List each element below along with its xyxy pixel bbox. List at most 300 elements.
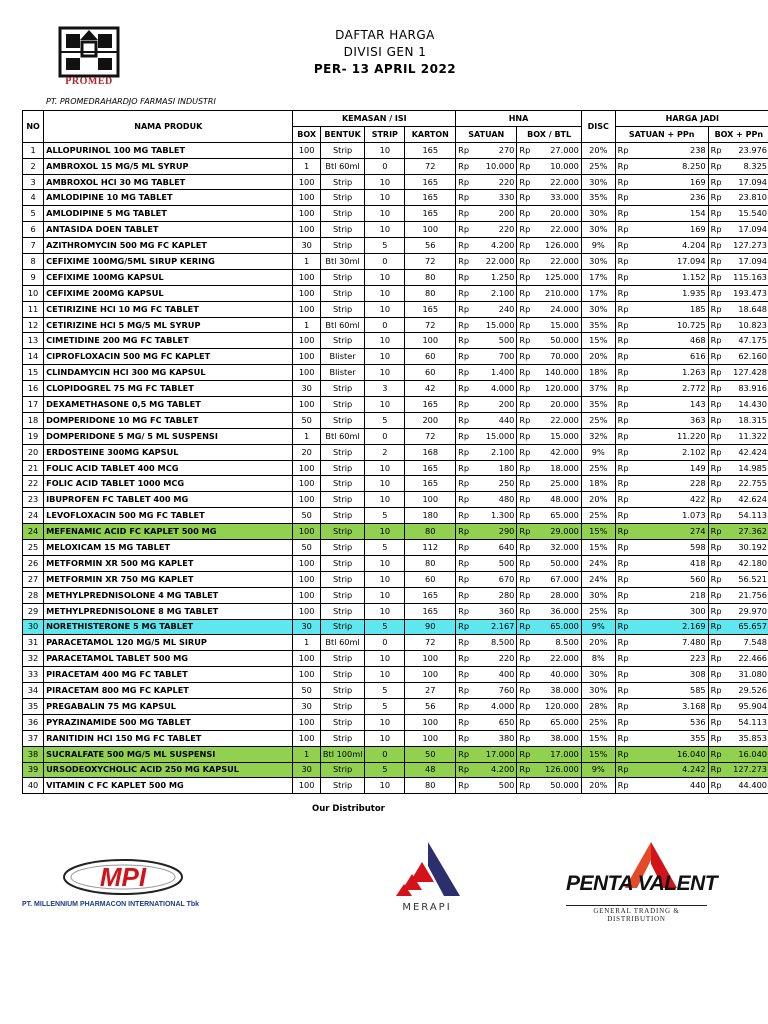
hna-box: 22.000 (536, 174, 581, 190)
currency: Rp (615, 301, 634, 317)
product-name: CEFIXIME 100MG KAPSUL (44, 269, 293, 285)
karton-qty: 165 (405, 142, 456, 158)
product-name: AZITHROMYCIN 500 MG FC KAPLET (44, 238, 293, 254)
date-title: PER- 13 APRIL 2022 (313, 62, 457, 76)
karton-qty: 60 (405, 571, 456, 587)
bentuk: Strip (320, 142, 364, 158)
karton-qty: 80 (405, 285, 456, 301)
product-name: METHYLPREDNISOLONE 8 MG TABLET (44, 603, 293, 619)
table-row (23, 317, 768, 333)
currency: Rp (517, 317, 536, 333)
currency: Rp (708, 333, 727, 349)
karton-qty: 100 (405, 730, 456, 746)
harga-satuan-ppn: 616 (634, 349, 708, 365)
hna-box: 15.000 (536, 317, 581, 333)
row-no: 22 (23, 476, 44, 492)
promed-logo-text: PROMED (65, 76, 113, 87)
currency: Rp (708, 730, 727, 746)
strip-qty: 0 (365, 254, 405, 270)
currency: Rp (615, 254, 634, 270)
currency: Rp (517, 174, 536, 190)
harga-satuan-ppn: 1.263 (634, 365, 708, 381)
harga-box-ppn: 30.192 (727, 540, 768, 556)
bentuk: Strip (320, 269, 364, 285)
discount: 9% (581, 619, 615, 635)
hna-box: 28.000 (536, 587, 581, 603)
currency: Rp (456, 190, 475, 206)
hna-satuan: 17.000 (475, 746, 517, 762)
table-row (23, 619, 768, 635)
karton-qty: 60 (405, 349, 456, 365)
row-no: 36 (23, 714, 44, 730)
row-no: 35 (23, 698, 44, 714)
currency: Rp (456, 683, 475, 699)
currency: Rp (615, 349, 634, 365)
currency: Rp (517, 683, 536, 699)
strip-qty: 10 (365, 460, 405, 476)
product-name: FOLIC ACID TABLET 1000 MCG (44, 476, 293, 492)
strip-qty: 10 (365, 269, 405, 285)
bentuk: Blister (320, 365, 364, 381)
row-no: 30 (23, 619, 44, 635)
discount: 30% (581, 683, 615, 699)
harga-box-ppn: 54.113 (727, 508, 768, 524)
karton-qty: 80 (405, 524, 456, 540)
harga-satuan-ppn: 363 (634, 412, 708, 428)
table-row (23, 730, 768, 746)
hna-box: 32.000 (536, 540, 581, 556)
harga-box-ppn: 14.985 (727, 460, 768, 476)
table-row (23, 778, 768, 794)
table-row (23, 333, 768, 349)
strip-qty: 5 (365, 540, 405, 556)
box-qty: 1 (293, 254, 320, 270)
karton-qty: 72 (405, 635, 456, 651)
row-no: 27 (23, 571, 44, 587)
box-qty: 1 (293, 635, 320, 651)
bentuk: Strip (320, 714, 364, 730)
box-qty: 100 (293, 571, 320, 587)
strip-qty: 10 (365, 603, 405, 619)
table-row (23, 428, 768, 444)
strip-qty: 10 (365, 524, 405, 540)
row-no: 3 (23, 174, 44, 190)
currency: Rp (517, 285, 536, 301)
discount: 35% (581, 190, 615, 206)
col-strip: STRIP (365, 126, 405, 142)
hna-box: 125.000 (536, 269, 581, 285)
currency: Rp (708, 746, 727, 762)
harga-box-ppn: 193.473 (727, 285, 768, 301)
row-no: 34 (23, 683, 44, 699)
bentuk: Strip (320, 238, 364, 254)
strip-qty: 10 (365, 476, 405, 492)
discount: 20% (581, 349, 615, 365)
row-no: 10 (23, 285, 44, 301)
product-name: PYRAZINAMIDE 500 MG TABLET (44, 714, 293, 730)
col-no: NO (23, 111, 44, 143)
harga-box-ppn: 42.624 (727, 492, 768, 508)
currency: Rp (517, 540, 536, 556)
product-name: CETIRIZINE HCl 5 MG/5 ML SYRUP (44, 317, 293, 333)
table-row (23, 508, 768, 524)
currency: Rp (615, 285, 634, 301)
hna-satuan: 380 (475, 730, 517, 746)
row-no: 16 (23, 381, 44, 397)
currency: Rp (615, 158, 634, 174)
strip-qty: 10 (365, 492, 405, 508)
strip-qty: 5 (365, 619, 405, 635)
currency: Rp (456, 397, 475, 413)
hna-satuan: 4.200 (475, 238, 517, 254)
row-no: 11 (23, 301, 44, 317)
currency: Rp (708, 651, 727, 667)
currency: Rp (615, 365, 634, 381)
bentuk: Strip (320, 667, 364, 683)
currency: Rp (517, 238, 536, 254)
hna-box: 126.000 (536, 238, 581, 254)
pentavalent-name: PENTA VALENT (566, 872, 718, 895)
hna-box: 33.000 (536, 190, 581, 206)
harga-box-ppn: 29.526 (727, 683, 768, 699)
table-row (23, 746, 768, 762)
karton-qty: 100 (405, 333, 456, 349)
strip-qty: 10 (365, 301, 405, 317)
currency: Rp (615, 571, 634, 587)
karton-qty: 80 (405, 778, 456, 794)
table-row (23, 476, 768, 492)
bentuk: Strip (320, 460, 364, 476)
harga-satuan-ppn: 440 (634, 778, 708, 794)
discount: 25% (581, 714, 615, 730)
bentuk: Strip (320, 698, 364, 714)
col-kemasan: KEMASAN / ISI (293, 111, 456, 127)
box-qty: 100 (293, 476, 320, 492)
currency: Rp (456, 587, 475, 603)
bentuk: Strip (320, 524, 364, 540)
currency: Rp (708, 206, 727, 222)
discount: 25% (581, 412, 615, 428)
karton-qty: 165 (405, 397, 456, 413)
strip-qty: 10 (365, 587, 405, 603)
currency: Rp (517, 698, 536, 714)
harga-box-ppn: 115.163 (727, 269, 768, 285)
karton-qty: 165 (405, 301, 456, 317)
table-row (23, 651, 768, 667)
row-no: 33 (23, 667, 44, 683)
currency: Rp (615, 524, 634, 540)
bentuk: Strip (320, 603, 364, 619)
row-no: 12 (23, 317, 44, 333)
currency: Rp (517, 365, 536, 381)
currency: Rp (456, 746, 475, 762)
currency: Rp (456, 571, 475, 587)
strip-qty: 10 (365, 555, 405, 571)
mpi-logo-text: MPI (99, 862, 147, 892)
table-row (23, 238, 768, 254)
harga-box-ppn: 54.113 (727, 714, 768, 730)
hna-box: 27.000 (536, 142, 581, 158)
currency: Rp (708, 381, 727, 397)
currency: Rp (517, 730, 536, 746)
harga-satuan-ppn: 185 (634, 301, 708, 317)
harga-satuan-ppn: 16.040 (634, 746, 708, 762)
karton-qty: 60 (405, 365, 456, 381)
karton-qty: 100 (405, 714, 456, 730)
bentuk: Btl 100ml (320, 746, 364, 762)
harga-box-ppn: 35.853 (727, 730, 768, 746)
currency: Rp (456, 619, 475, 635)
currency: Rp (615, 603, 634, 619)
table-row (23, 397, 768, 413)
bentuk: Strip (320, 476, 364, 492)
hna-satuan: 15.000 (475, 317, 517, 333)
row-no: 4 (23, 190, 44, 206)
currency: Rp (517, 460, 536, 476)
karton-qty: 200 (405, 412, 456, 428)
product-name: DEXAMETHASONE 0,5 MG TABLET (44, 397, 293, 413)
table-row (23, 190, 768, 206)
harga-box-ppn: 83.916 (727, 381, 768, 397)
currency: Rp (456, 301, 475, 317)
discount: 35% (581, 397, 615, 413)
row-no: 24 (23, 524, 44, 540)
distributor-label: Our Distributor (312, 804, 385, 814)
box-qty: 1 (293, 746, 320, 762)
currency: Rp (615, 683, 634, 699)
currency: Rp (517, 444, 536, 460)
hna-box: 38.000 (536, 683, 581, 699)
currency: Rp (517, 524, 536, 540)
currency: Rp (517, 397, 536, 413)
row-no: 7 (23, 238, 44, 254)
row-no: 21 (23, 460, 44, 476)
product-name: AMBROXOL 15 MG/5 ML SYRUP (44, 158, 293, 174)
strip-qty: 5 (365, 683, 405, 699)
karton-qty: 56 (405, 698, 456, 714)
discount: 15% (581, 333, 615, 349)
karton-qty: 100 (405, 222, 456, 238)
table-row (23, 667, 768, 683)
harga-satuan-ppn: 17.094 (634, 254, 708, 270)
bentuk: Strip (320, 492, 364, 508)
product-name: PARACETAMOL 120 MG/5 ML SIRUP (44, 635, 293, 651)
strip-qty: 10 (365, 142, 405, 158)
currency: Rp (456, 460, 475, 476)
discount: 9% (581, 444, 615, 460)
col-satuan: SATUAN (456, 126, 517, 142)
product-name: RANITIDIN HCl 150 MG FC TABLET (44, 730, 293, 746)
hna-box: 210.000 (536, 285, 581, 301)
karton-qty: 165 (405, 174, 456, 190)
strip-qty: 10 (365, 349, 405, 365)
hna-satuan: 1.250 (475, 269, 517, 285)
bentuk: Btl 60ml (320, 635, 364, 651)
hna-box: 15.000 (536, 428, 581, 444)
hna-satuan: 1.300 (475, 508, 517, 524)
currency: Rp (708, 603, 727, 619)
currency: Rp (517, 333, 536, 349)
bentuk: Strip (320, 444, 364, 460)
currency: Rp (615, 222, 634, 238)
discount: 18% (581, 365, 615, 381)
row-no: 6 (23, 222, 44, 238)
harga-satuan-ppn: 143 (634, 397, 708, 413)
currency: Rp (708, 365, 727, 381)
hna-box: 126.000 (536, 762, 581, 778)
hna-satuan: 10.000 (475, 158, 517, 174)
harga-satuan-ppn: 308 (634, 667, 708, 683)
karton-qty: 72 (405, 428, 456, 444)
col-karton: KARTON (405, 126, 456, 142)
currency: Rp (615, 333, 634, 349)
hna-box: 65.000 (536, 508, 581, 524)
currency: Rp (456, 555, 475, 571)
currency: Rp (708, 142, 727, 158)
hna-box: 25.000 (536, 476, 581, 492)
bentuk: Strip (320, 301, 364, 317)
currency: Rp (517, 762, 536, 778)
bentuk: Strip (320, 555, 364, 571)
currency: Rp (456, 269, 475, 285)
karton-qty: 42 (405, 381, 456, 397)
table-row (23, 571, 768, 587)
product-name: CEFIXIME 200MG KAPSUL (44, 285, 293, 301)
hna-box: 38.000 (536, 730, 581, 746)
product-name: PREGABALIN 75 MG KAPSUL (44, 698, 293, 714)
discount: 35% (581, 317, 615, 333)
product-name: LEVOFLOXACIN 500 MG FC TABLET (44, 508, 293, 524)
table-row (23, 301, 768, 317)
hna-satuan: 2.100 (475, 285, 517, 301)
bentuk: Strip (320, 651, 364, 667)
karton-qty: 100 (405, 651, 456, 667)
hna-satuan: 640 (475, 540, 517, 556)
product-name: CETIRIZINE HCl 10 MG FC TABLET (44, 301, 293, 317)
discount: 15% (581, 540, 615, 556)
table-row (23, 285, 768, 301)
col-harga-jadi: HARGA JADI (615, 111, 768, 127)
karton-qty: 165 (405, 603, 456, 619)
karton-qty: 165 (405, 460, 456, 476)
currency: Rp (456, 412, 475, 428)
bentuk: Strip (320, 778, 364, 794)
currency: Rp (615, 397, 634, 413)
box-qty: 30 (293, 698, 320, 714)
box-qty: 30 (293, 619, 320, 635)
hna-satuan: 1.400 (475, 365, 517, 381)
hna-satuan: 500 (475, 555, 517, 571)
currency: Rp (708, 762, 727, 778)
hna-satuan: 200 (475, 397, 517, 413)
currency: Rp (517, 412, 536, 428)
karton-qty: 90 (405, 619, 456, 635)
table-row (23, 206, 768, 222)
harga-satuan-ppn: 4.204 (634, 238, 708, 254)
currency: Rp (615, 540, 634, 556)
currency: Rp (517, 381, 536, 397)
hna-box: 22.000 (536, 254, 581, 270)
discount: 15% (581, 746, 615, 762)
discount: 15% (581, 730, 615, 746)
hna-satuan: 200 (475, 206, 517, 222)
box-qty: 100 (293, 524, 320, 540)
currency: Rp (456, 762, 475, 778)
karton-qty: 72 (405, 158, 456, 174)
harga-satuan-ppn: 3.168 (634, 698, 708, 714)
discount: 24% (581, 555, 615, 571)
hna-satuan: 700 (475, 349, 517, 365)
harga-box-ppn: 127.428 (727, 365, 768, 381)
harga-box-ppn: 29.970 (727, 603, 768, 619)
currency: Rp (456, 540, 475, 556)
product-name: CIMETIDINE 200 MG FC TABLET (44, 333, 293, 349)
row-no: 15 (23, 365, 44, 381)
harga-satuan-ppn: 236 (634, 190, 708, 206)
discount: 30% (581, 174, 615, 190)
product-name: CLINDAMYCIN HCl 300 MG KAPSUL (44, 365, 293, 381)
currency: Rp (615, 174, 634, 190)
box-qty: 50 (293, 540, 320, 556)
bentuk: Btl 30ml (320, 254, 364, 270)
harga-box-ppn: 8.325 (727, 158, 768, 174)
row-no: 25 (23, 540, 44, 556)
currency: Rp (708, 158, 727, 174)
row-no: 5 (23, 206, 44, 222)
box-qty: 100 (293, 142, 320, 158)
discount: 20% (581, 492, 615, 508)
table-row (23, 460, 768, 476)
discount: 24% (581, 571, 615, 587)
discount: 17% (581, 269, 615, 285)
currency: Rp (708, 540, 727, 556)
bentuk: Strip (320, 587, 364, 603)
hna-satuan: 480 (475, 492, 517, 508)
box-qty: 100 (293, 587, 320, 603)
currency: Rp (517, 667, 536, 683)
row-no: 40 (23, 778, 44, 794)
bentuk: Strip (320, 222, 364, 238)
table-row (23, 444, 768, 460)
currency: Rp (456, 730, 475, 746)
row-no: 1 (23, 142, 44, 158)
currency: Rp (615, 667, 634, 683)
product-name: AMLODIPINE 5 MG TABLET (44, 206, 293, 222)
bentuk: Btl 60ml (320, 317, 364, 333)
currency: Rp (708, 571, 727, 587)
harga-satuan-ppn: 1.152 (634, 269, 708, 285)
currency: Rp (615, 746, 634, 762)
currency: Rp (615, 619, 634, 635)
product-name: SUCRALFATE 500 MG/5 ML SUSPENSI (44, 746, 293, 762)
harga-satuan-ppn: 2.102 (634, 444, 708, 460)
col-name: NAMA PRODUK (44, 111, 293, 143)
row-no: 24 (23, 508, 44, 524)
table-row (23, 269, 768, 285)
bentuk: Strip (320, 381, 364, 397)
bentuk: Btl 60ml (320, 428, 364, 444)
currency: Rp (517, 651, 536, 667)
karton-qty: 165 (405, 206, 456, 222)
bentuk: Strip (320, 540, 364, 556)
currency: Rp (456, 158, 475, 174)
currency: Rp (615, 269, 634, 285)
row-no: 17 (23, 397, 44, 413)
strip-qty: 10 (365, 778, 405, 794)
bentuk: Strip (320, 762, 364, 778)
hna-box: 67.000 (536, 571, 581, 587)
currency: Rp (456, 667, 475, 683)
